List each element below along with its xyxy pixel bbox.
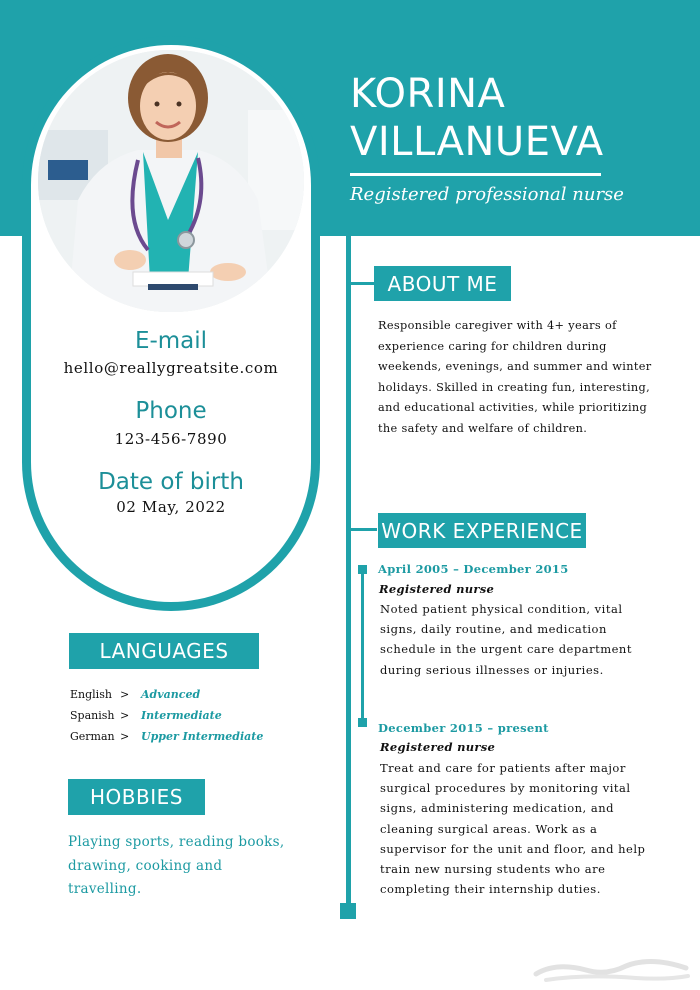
job-description: Treat and care for patients after major surgical procedures by monitoring vital signs, administering medication, and cleaning surgical areas. Work as a supervisor for the unit and floor, and help train new nursing students who are completing their internship duties.: [380, 761, 646, 897]
watermark-logo-icon: [526, 950, 696, 985]
dob-value: 02 May, 2022: [116, 498, 226, 516]
nurse-portrait-icon: [38, 50, 304, 312]
last-name: VILLANUEVA: [350, 119, 604, 165]
phone-label: Phone: [135, 398, 207, 424]
name-underline: [350, 173, 601, 176]
work-connector: [349, 528, 377, 531]
language-separator: >: [120, 730, 130, 743]
profile-photo: [38, 50, 304, 312]
dob-label: Date of birth: [98, 469, 244, 495]
timeline-end-marker: [340, 903, 356, 919]
job-bullet: [358, 718, 367, 727]
about-connector: [349, 282, 377, 285]
job-date: April 2005 – December 2015: [378, 562, 569, 576]
hobbies-text: Playing sports, reading books, drawing, cooking and travelling.: [68, 834, 285, 897]
work-timeline-line: [361, 570, 364, 722]
language-level: Upper Intermediate: [141, 730, 264, 743]
language-separator: >: [120, 688, 130, 701]
language-separator: >: [120, 709, 130, 722]
job-bullet: [358, 565, 367, 574]
email-label: E-mail: [134, 328, 208, 354]
first-name: KORINA: [350, 71, 506, 117]
job-date: December 2015 – present: [378, 721, 549, 735]
about-text: Responsible caregiver with 4+ years of experience caring for children during weekends, evenings, and summer and winter holidays. Skilled in creating fun, interesting, and educational activities, while prioritizing the safety and welfare of children.: [378, 319, 652, 435]
work-heading: WORK EXPERIENCE: [378, 513, 586, 548]
job-subtitle: Registered professional nurse: [350, 184, 624, 205]
language-name: English: [70, 688, 112, 701]
language-level: Intermediate: [141, 709, 222, 722]
job-description: Noted patient physical condition, vital signs, daily routine, and medication schedule in the urgent care department during serious illnesses or injuries.: [380, 602, 632, 677]
about-heading: ABOUT ME: [374, 266, 511, 301]
language-level: Advanced: [141, 688, 201, 701]
hobbies-heading: HOBBIES: [68, 779, 205, 815]
languages-heading: LANGUAGES: [69, 633, 259, 669]
job-title: Registered nurse: [380, 740, 496, 754]
language-name: Spanish: [70, 709, 115, 722]
name-block: [350, 70, 680, 166]
email-value: hello@reallygreatsite.com: [63, 359, 279, 377]
timeline-line: [346, 236, 351, 906]
phone-value: 123-456-7890: [114, 430, 228, 448]
language-name: German: [70, 730, 115, 743]
job-title: Registered nurse: [379, 582, 495, 596]
